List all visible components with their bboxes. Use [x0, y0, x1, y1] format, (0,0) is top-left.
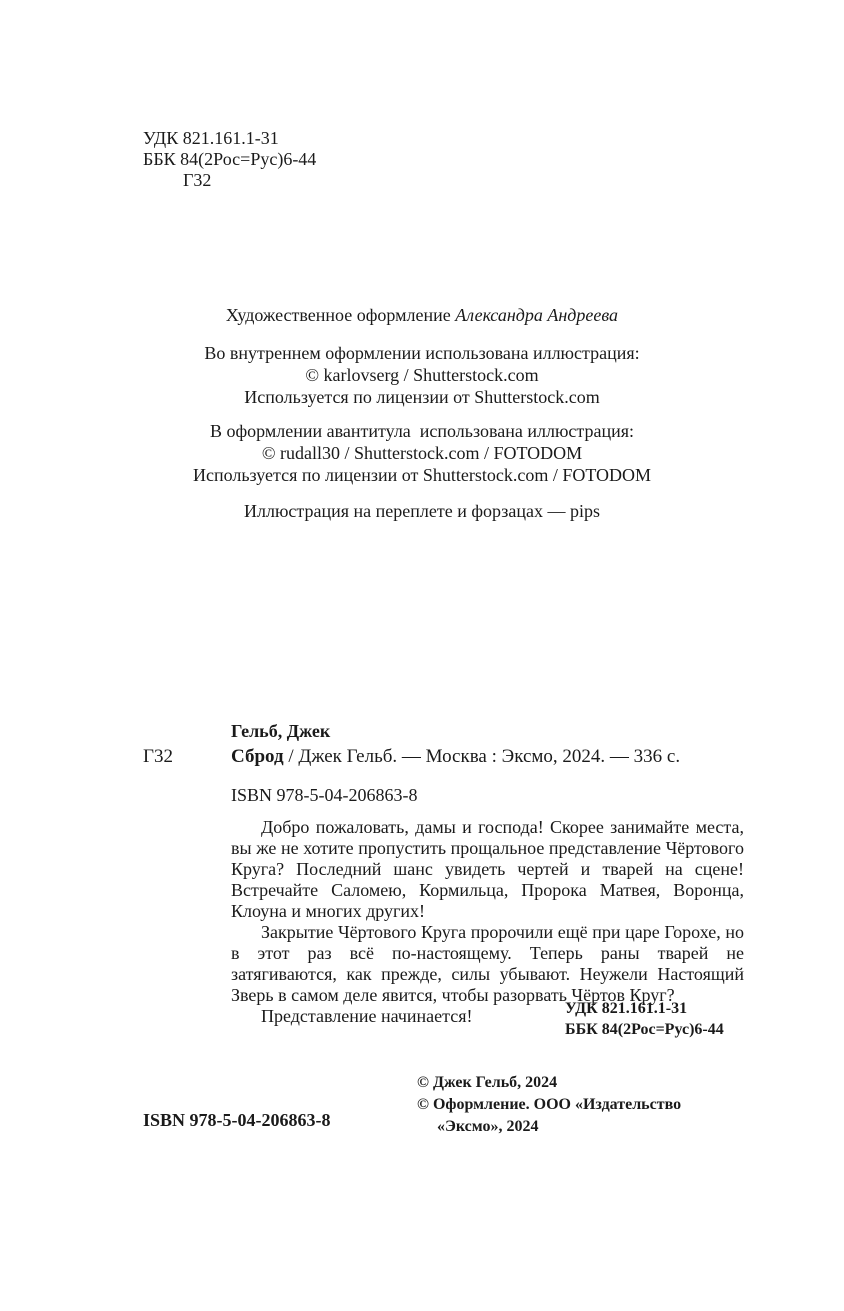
credit-half-line: © rudall30 / Shutterstock.com / FOTODOM [261, 443, 583, 463]
bibliographic-author: Гельб, Джек [231, 721, 331, 741]
book-title: Сброд [231, 746, 284, 767]
credit-art-design [120, 304, 724, 326]
bibliographic-code: Г32 [143, 746, 173, 767]
bibliographic-isbn: ISBN 978-5-04-206863-8 [231, 785, 418, 805]
copyright-design: © Оформление. ООО «Издательство [417, 1096, 682, 1113]
annotation-paragraph: Добро пожаловать, дамы и господа! Скорее занимайте места, вы же не хотите пропустить прощальное представление Чёртового Круга? Последний шанс увидеть чертей и тварей на сцене! Встречайте Саломею, Кормильца, Пророка Матвея, Воронца, Клоуна и многих других! [231, 817, 744, 921]
udk-code: УДК 821.161.1-31 [143, 128, 279, 148]
copyright-block [417, 1072, 681, 1138]
credit-cover-line: Иллюстрация на переплете и форзацах — pips [244, 501, 600, 521]
bibliographic-title-line [231, 746, 680, 768]
bbk-code-bottom: ББК 84(2Рос=Рус)6-44 [565, 1021, 724, 1038]
credit-inner-line: © karlovserg / Shutterstock.com [305, 365, 539, 385]
copyright-design-cont: «Эксмо», 2024 [437, 1118, 539, 1135]
bbk-code: ББК 84(2Рос=Рус)6-44 [143, 149, 317, 169]
credit-design-prefix: Художественное оформление [225, 305, 456, 325]
credit-designer-name: Александра Андреева [455, 305, 619, 325]
credit-inner-illustration [120, 342, 724, 408]
credit-cover-illustration [120, 500, 724, 522]
isbn-bottom: ISBN 978-5-04-206863-8 [143, 1110, 331, 1130]
credit-half-line: В оформлении авантитула использована иллюстрация: [209, 421, 635, 441]
bibliographic-details: / Джек Гельб. — Москва : Эксмо, 2024. — 336 с. [283, 746, 681, 767]
credit-inner-line: Используется по лицензии от Shutterstock.com [244, 387, 600, 407]
author-mark-code: Г32 [183, 170, 212, 190]
credit-half-line: Используется по лицензии от Shutterstock.com / FOTODOM [192, 465, 652, 485]
annotation-paragraph: Закрытие Чёртового Круга пророчили ещё при царе Горохе, но в этот раз всё по-настоящему. Теперь раны тварей не затягиваются, как прежде, силы убывают. Неужели Настоящий Зверь в самом деле явится, чтобы разорвать Чёртов Круг? [231, 922, 744, 1005]
copyright-author: © Джек Гельб, 2024 [417, 1074, 558, 1091]
annotation-paragraph: Представление начинается! [261, 1006, 473, 1026]
annotation-block [231, 817, 744, 1027]
classification-block-bottom [565, 998, 724, 1040]
credit-half-title-illustration [120, 420, 724, 486]
credit-inner-line: Во внутреннем оформлении использована иллюстрация: [204, 343, 640, 363]
classification-block-top [143, 128, 316, 191]
udk-code-bottom: УДК 821.161.1-31 [565, 1000, 688, 1017]
